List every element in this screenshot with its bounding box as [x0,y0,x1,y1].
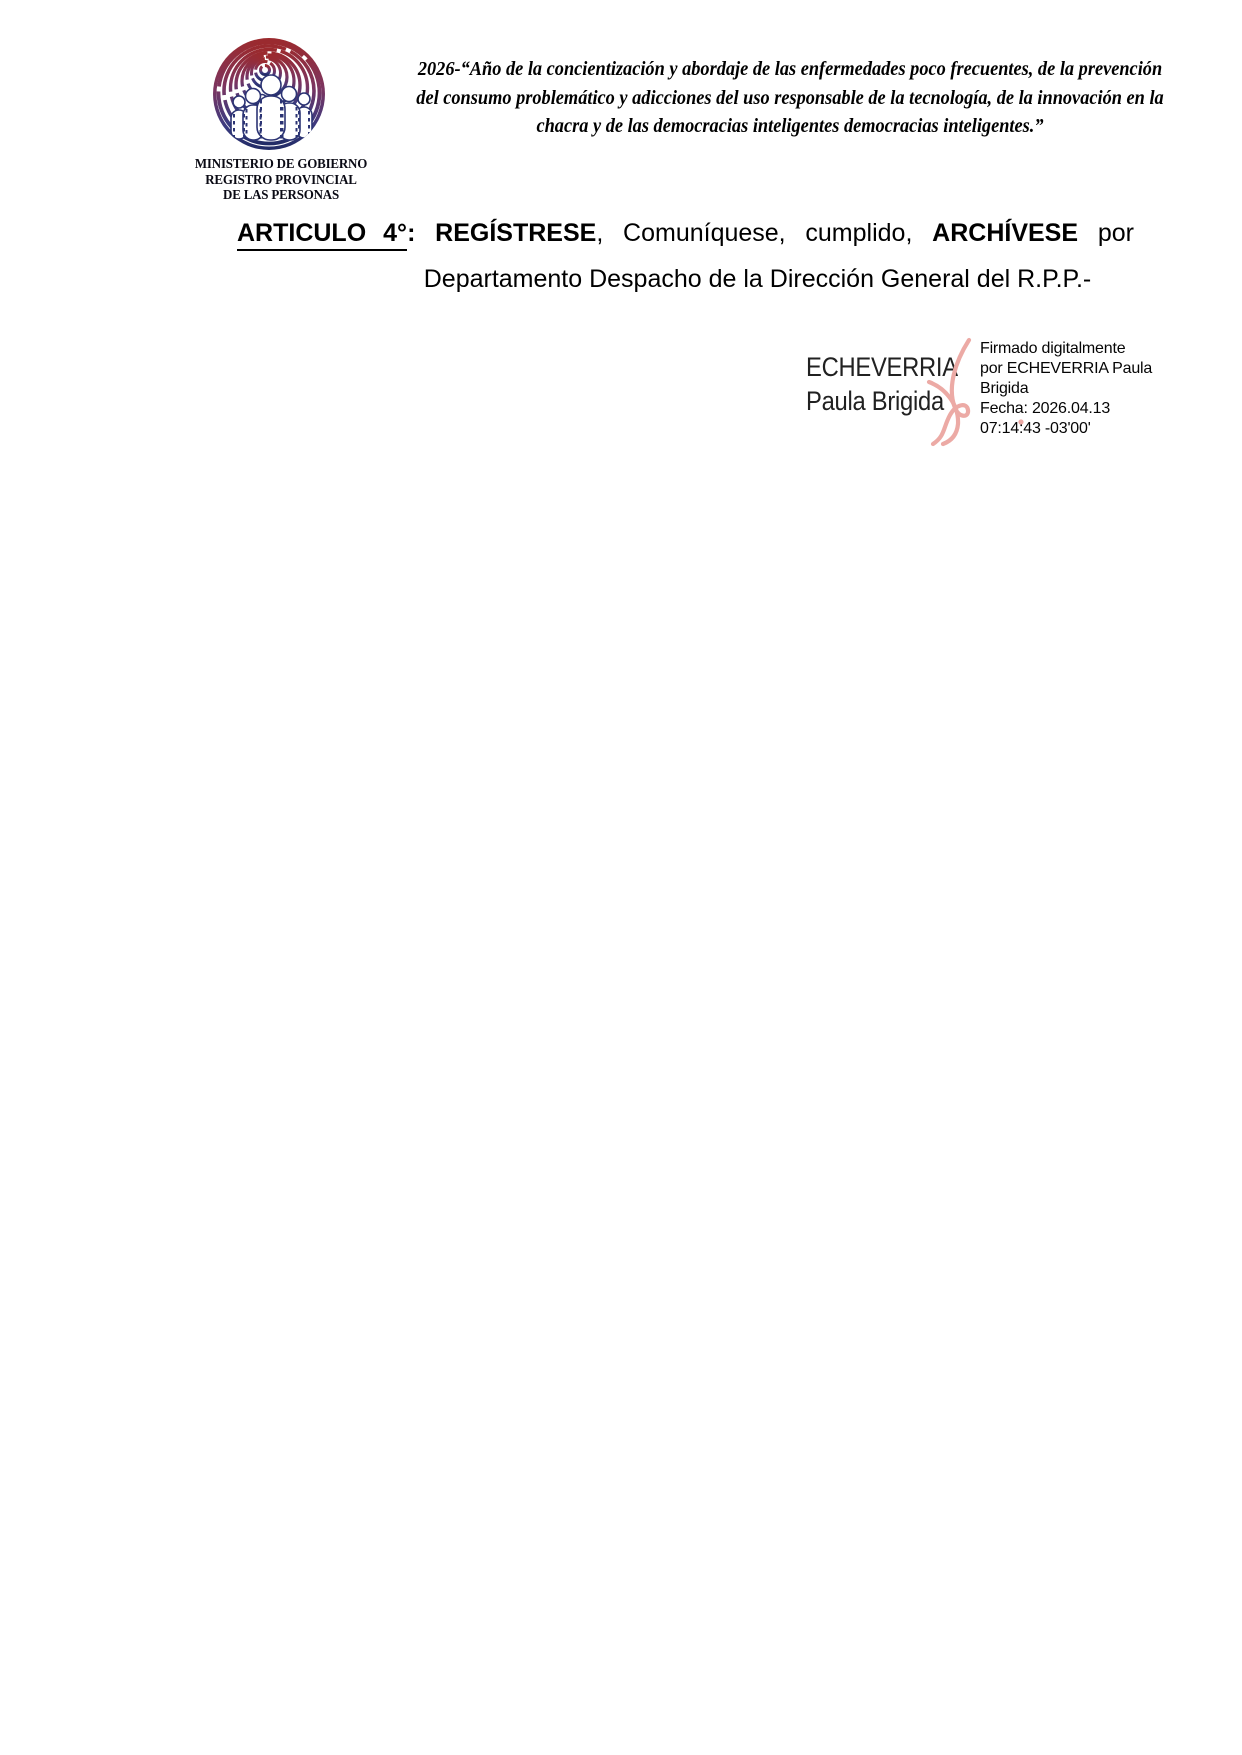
signature-name-line: Paula Brigida [806,385,944,416]
article-line-1 [237,216,1134,256]
ministry-line: REGISTRO PROVINCIAL [205,171,357,187]
motto-line: 2026-“Año de la concientización y abordaje de las enfermedades poco frecuentes, de la prevención [417,59,1163,80]
ministry-title [166,156,396,203]
signature-detail-line: por ECHEVERRIA Paula [980,360,1153,377]
ministry-line: DE LAS PERSONAS [223,187,339,202]
article-word-archivese: ARCHÍVESE [932,219,1079,247]
signature-details [980,339,1152,439]
article-paragraph [237,216,1134,296]
signature-field[interactable] [800,330,1153,452]
article-label: ARTICULO 4°: [237,216,415,250]
signature-detail-line: Fecha: 2026.04.13 [980,400,1111,417]
ministry-line: MINISTERIO DE GOBIERNO [194,156,368,171]
signature-detail-line: Brigida [980,380,1029,397]
year-motto [395,56,1185,142]
article-word-comuniquese: Comuníquese, [623,219,786,247]
fingerprint-people-logo-icon [210,38,328,156]
article-line-2: Departamento Despacho de la Dirección General del R.P.P.- [423,265,1092,293]
motto-line: del consumo problemático y adicciones del uso responsable de la tecnología, de la innovación en la [416,87,1164,109]
article-word-cumplido: cumplido, [805,219,913,247]
signature-detail-line: 07:14:43 -03'00' [980,420,1091,437]
motto-line: chacra y de las democracias inteligentes democracias inteligentes.” [536,116,1044,137]
signature-detail-line: Firmado digitalmente [980,340,1126,357]
signature-name-line: ECHEVERRIA [806,352,958,382]
article-word-registrese: REGÍSTRESE, [435,219,604,247]
article-word-por: por [1097,219,1134,247]
